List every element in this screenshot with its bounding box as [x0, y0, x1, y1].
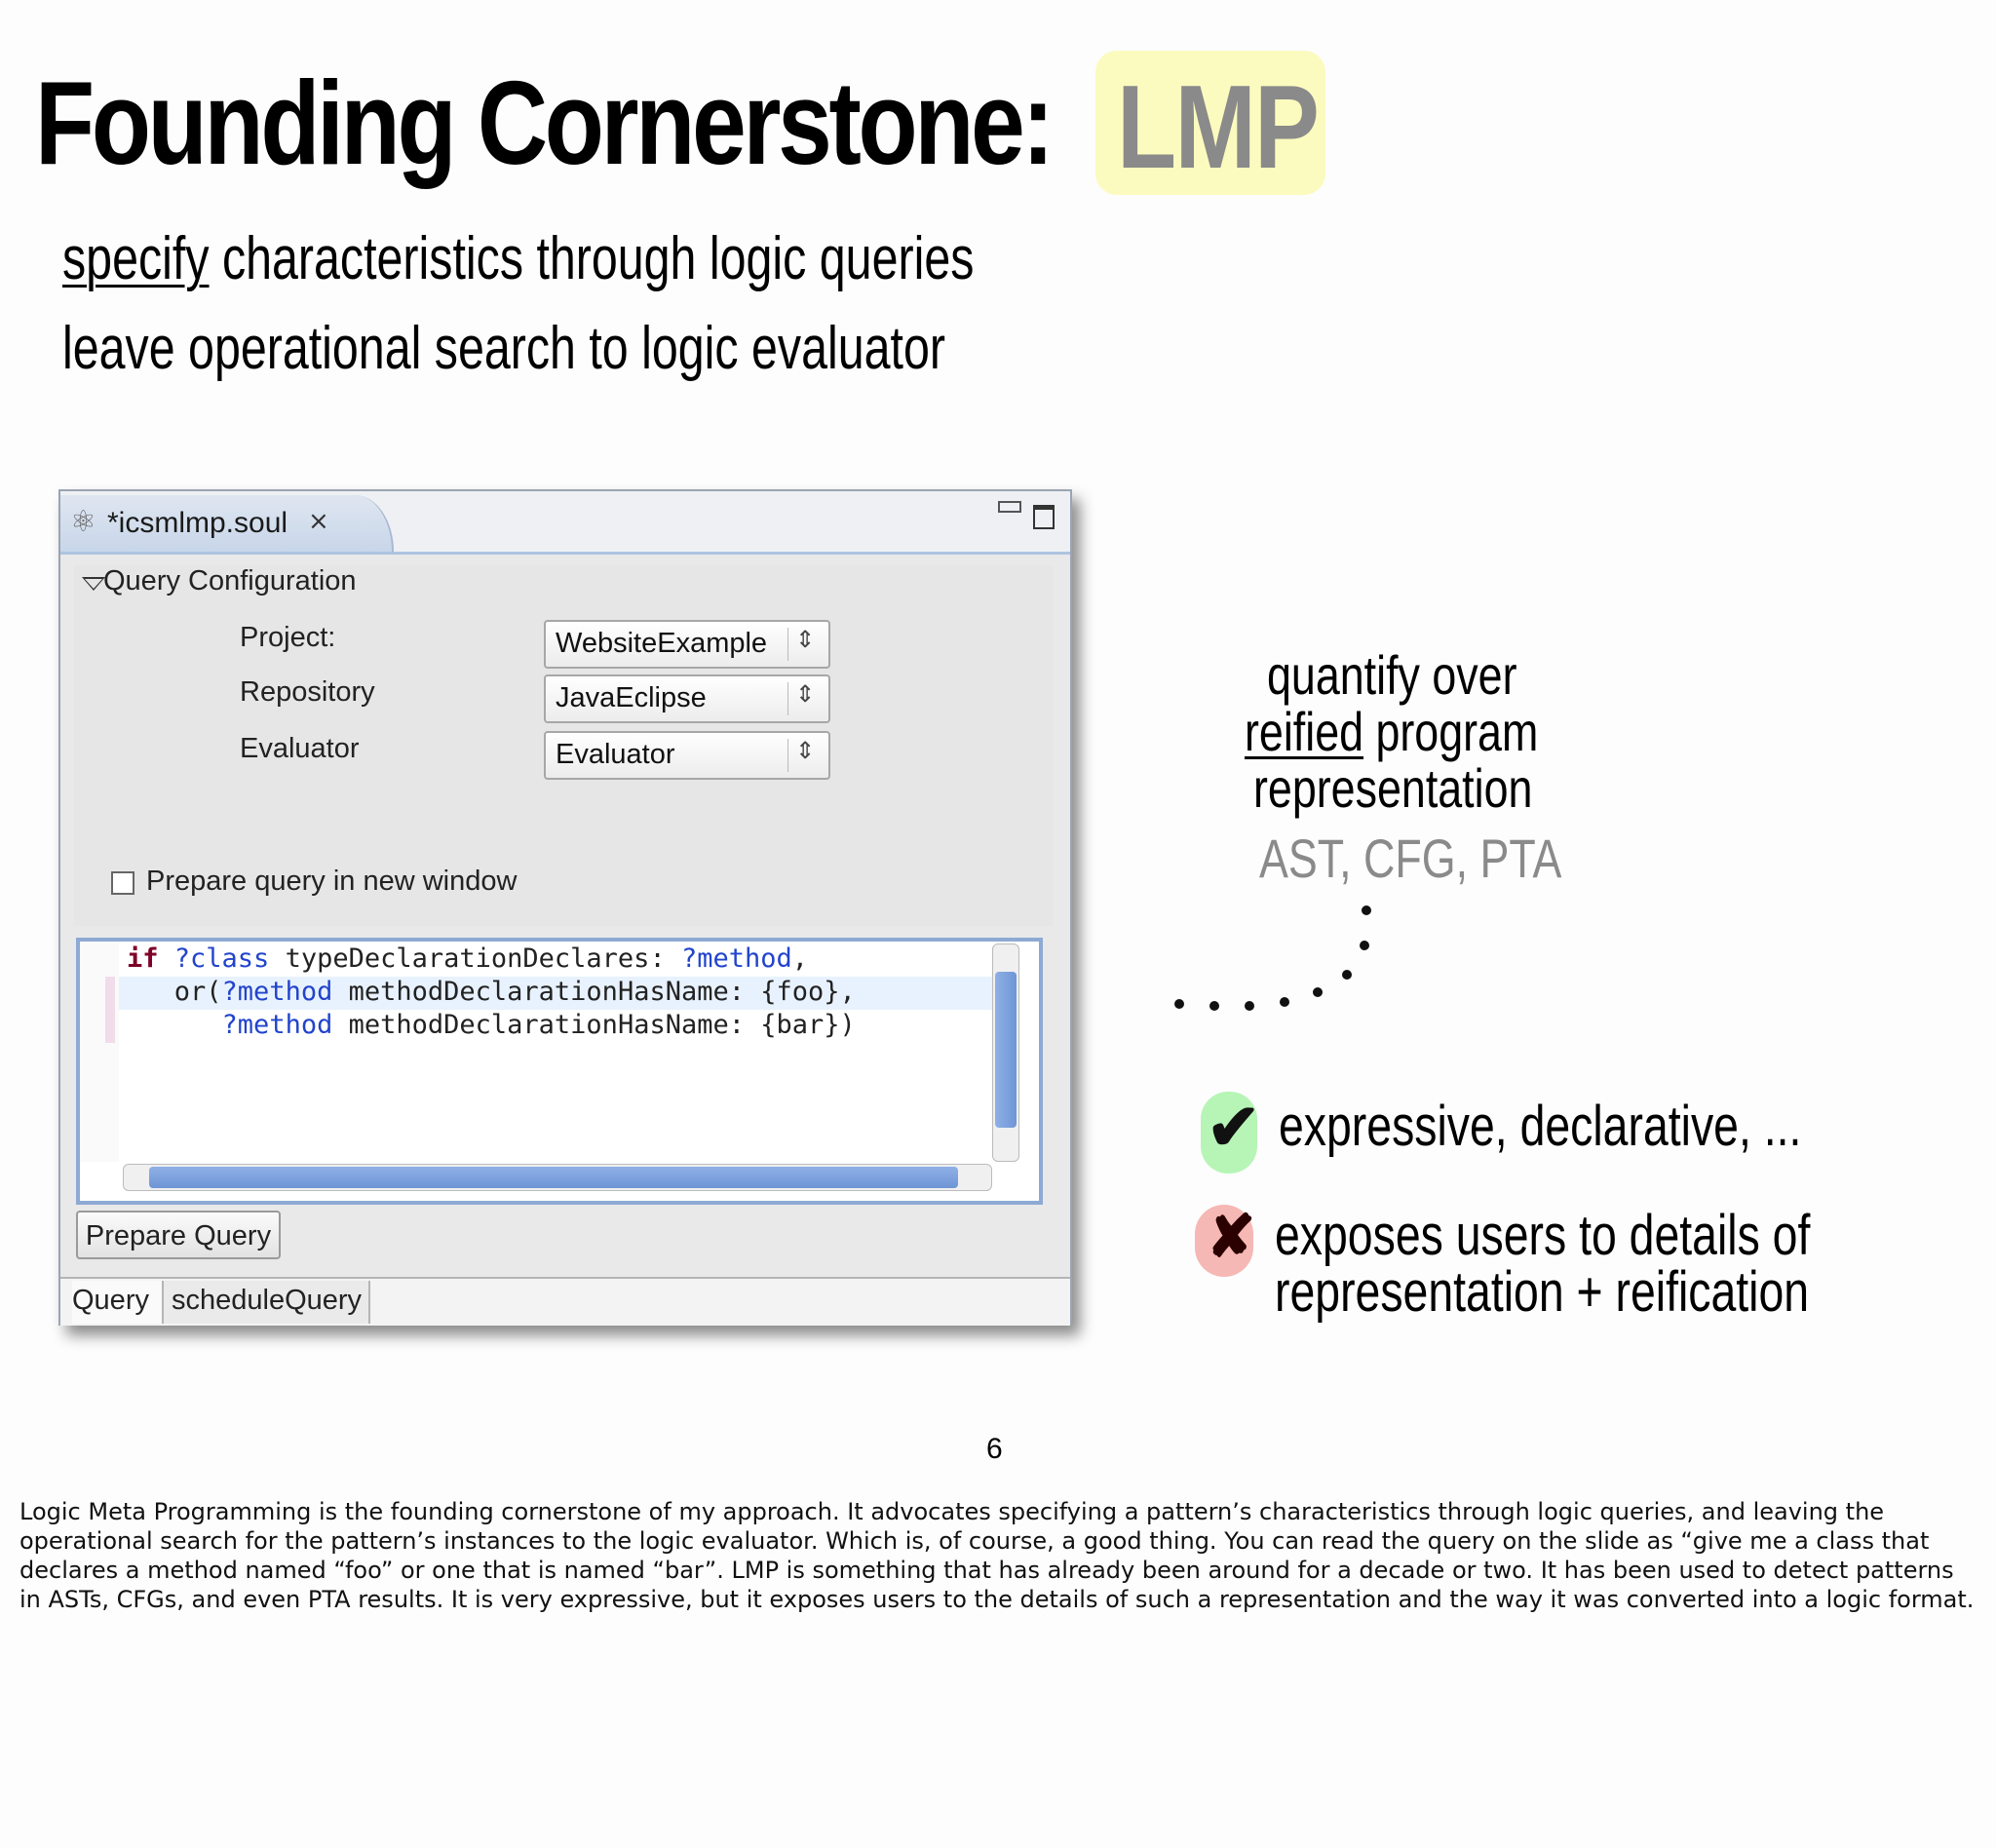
con-point-line-1: exposes users to details of	[1275, 1204, 1811, 1267]
quantify-line-1: quantify over	[1267, 644, 1517, 706]
con-point-line-2: representation + reification	[1275, 1260, 1810, 1324]
representation-kinds: AST, CFG, PTA	[1259, 828, 1562, 889]
vertical-scrollbar[interactable]	[992, 943, 1019, 1162]
speaker-notes: Logic Meta Programming is the founding cornerstone of my approach. It advocates specifying a pattern’s characteristics through logic queries, and leaving the operational search for the pattern’s instances to the logic evaluator. Which is, of course, a good thing. You can read the query on the slide as “give me a class that declares a method named “foo” or one that is named “bar”. LMP is something that has already been around for a decade or two. It has been used to detect patterns in ASTs, CFGs, and even PTA results. It is very expressive, but it exposes users to the details of such a representation and the way it was converted into a logic format.	[19, 1498, 1975, 1613]
query-code-editor[interactable]	[76, 938, 1043, 1205]
new-window-checkbox-label: Prepare query in new window	[146, 866, 518, 897]
dotted-connector	[1150, 887, 1384, 1014]
title-highlight-text: LMP	[1117, 60, 1319, 193]
soul-file-icon: ⚛	[70, 505, 96, 539]
code-line-3: ?method methodDeclarationHasName: {bar})	[221, 1010, 856, 1040]
repository-select[interactable]	[544, 674, 830, 723]
quantify-line-2: reified program	[1245, 701, 1539, 762]
project-label: Project:	[240, 622, 336, 653]
horizontal-scrollbar[interactable]	[123, 1164, 992, 1191]
evaluator-label: Evaluator	[240, 733, 360, 764]
subtitle-line-2: leave operational search to logic evaluator	[62, 315, 945, 382]
close-icon[interactable]: ⨯	[308, 507, 329, 536]
editor-tab-strip	[60, 491, 1070, 555]
updown-icon: ⇕	[795, 626, 816, 653]
vertical-scroll-thumb[interactable]	[995, 972, 1017, 1128]
prepare-query-button[interactable]: Prepare Query	[76, 1211, 281, 1259]
quantify-line-3: representation	[1253, 757, 1533, 819]
horizontal-scroll-thumb[interactable]	[149, 1167, 958, 1188]
pro-point: expressive, declarative, ...	[1279, 1095, 1802, 1158]
subtitle-emphasis: specify	[62, 225, 210, 292]
tab-query[interactable]: Query	[72, 1281, 162, 1324]
page-number: 6	[986, 1433, 1003, 1465]
reified-emphasis: reified	[1245, 701, 1364, 762]
bottom-tab-bar	[60, 1277, 1070, 1326]
soul-editor-window	[58, 489, 1072, 1326]
evaluator-value: Evaluator	[556, 739, 675, 770]
evaluator-select[interactable]	[544, 731, 830, 780]
section-title: Query Configuration	[103, 565, 357, 597]
editor-tab[interactable]	[60, 495, 394, 552]
repository-label: Repository	[240, 676, 375, 708]
project-select[interactable]	[544, 620, 830, 669]
editor-ruler	[80, 942, 119, 1162]
collapse-triangle-icon[interactable]	[82, 577, 105, 591]
subtitle-line-1-text: characteristics through logic queries	[209, 225, 975, 292]
repository-value: JavaEclipse	[556, 682, 707, 713]
updown-icon: ⇕	[795, 680, 816, 708]
code-line-1: if ?class typeDeclarationDeclares: ?method,	[127, 943, 809, 974]
project-value: WebsiteExample	[556, 628, 768, 659]
subtitle-line-1	[62, 224, 974, 293]
slide-title: Founding Cornerstone:	[35, 57, 1052, 189]
tab-schedule-query[interactable]: scheduleQuery	[162, 1281, 370, 1324]
minimize-icon[interactable]	[998, 501, 1021, 513]
updown-icon: ⇕	[795, 737, 816, 764]
query-configuration-panel	[74, 565, 1053, 926]
maximize-icon[interactable]	[1033, 505, 1055, 529]
editor-tab-label: *icsmlmp.soul	[107, 507, 288, 539]
check-icon: ✔	[1207, 1091, 1261, 1163]
new-window-checkbox[interactable]	[111, 871, 134, 895]
code-line-2: or(?method methodDeclarationHasName: {foo},	[127, 977, 856, 1007]
cross-icon: ✘	[1207, 1204, 1256, 1269]
